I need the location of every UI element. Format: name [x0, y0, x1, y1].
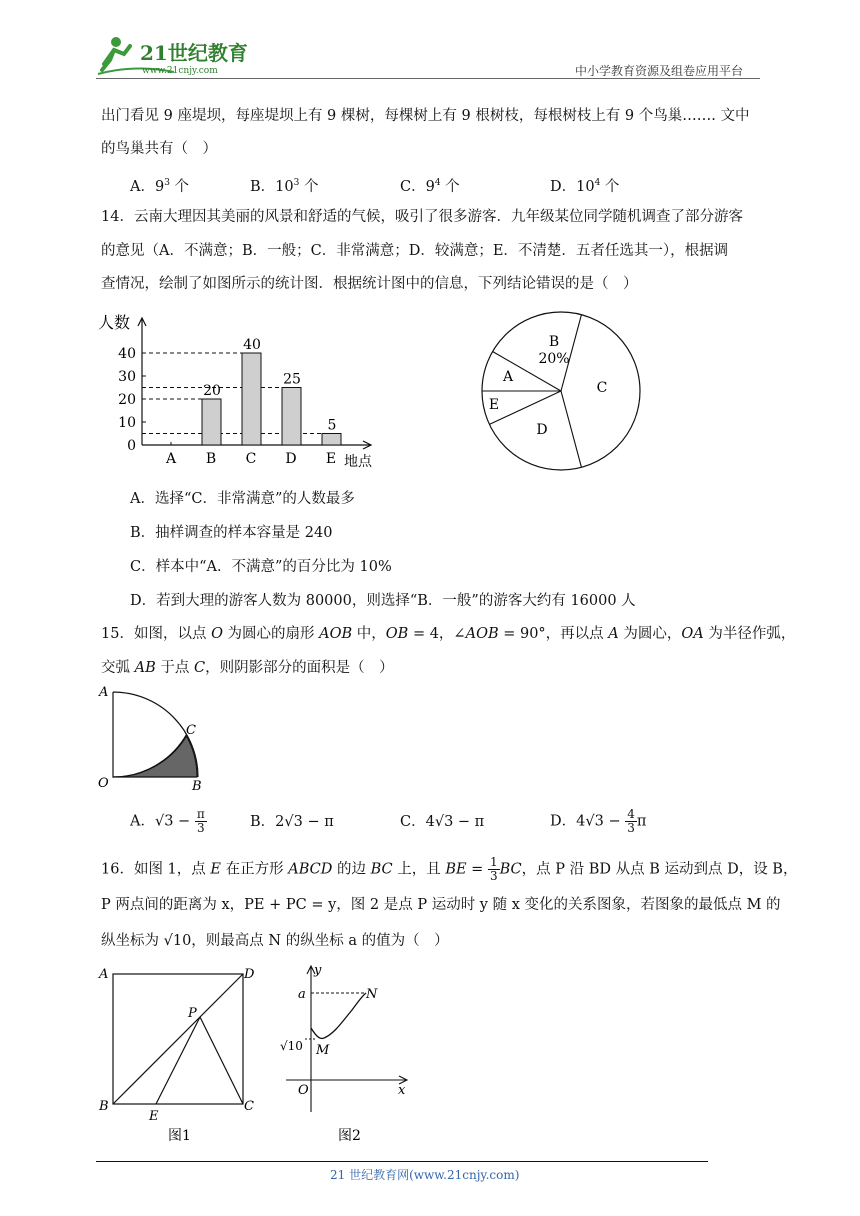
q14-option-c: C．样本中“A．不满意”的百分比为 10% — [130, 559, 392, 575]
x-tick-label: A — [165, 451, 177, 467]
bar-chart-xlabel: 地点 — [344, 454, 372, 470]
bar-data-label: 20 — [203, 383, 221, 399]
q16-line1: 16．如图 1，点 E 在正方形 ABCD 的边 BC 上，且 BE = $\frac{1}{3}$ BC，点 P 沿 BD 从点 B 运动到点 D，设 B， — [101, 855, 798, 883]
q14-option-b: B．抽样调查的样本容量是 240 — [130, 525, 333, 541]
q15-option-a: A．√3 − $\frac{\pi}{3}$ — [130, 807, 205, 835]
logo-text: 21世纪教育 — [140, 41, 248, 65]
pie-label-e: E — [488, 397, 500, 413]
x-tick-label: E — [325, 451, 337, 467]
bar-e — [322, 434, 341, 446]
q13-option-b: B．$10^3$ 个 — [250, 178, 319, 195]
label-p: P — [188, 1006, 197, 1021]
q15-option-d: D．4√3 − $\frac{4}{3}$ π — [550, 807, 647, 835]
q15-option-c: C．4√3 − π — [400, 814, 485, 830]
label-y: y — [314, 963, 322, 978]
x-tick-label: C — [245, 451, 257, 467]
q14-line3: 查情况，绘制了如图所示的统计图．根据统计图中的信息，下列结论错误的是（ ） — [101, 276, 638, 292]
label-o: O — [98, 776, 109, 791]
label-o: O — [298, 1083, 309, 1098]
label-d: D — [244, 967, 255, 982]
q13-option-c: C．$9^4$ 个 — [400, 178, 460, 195]
label-sqrt10: √10 — [280, 1039, 303, 1053]
x-tick-label: D — [285, 451, 297, 467]
q15-sector-figure — [96, 684, 216, 794]
bar-data-label: 5 — [327, 417, 337, 434]
label-b: B — [99, 1099, 109, 1114]
label-a-value: a — [298, 987, 306, 1002]
label-x: x — [398, 1083, 406, 1098]
header-logo — [96, 34, 256, 76]
footer-rule — [96, 1161, 708, 1162]
bar-chart — [96, 308, 396, 473]
pie-chart — [478, 308, 644, 474]
label-m: M — [316, 1043, 330, 1058]
label-c: C — [186, 723, 196, 738]
q15-option-b: B．2√3 − π — [250, 814, 334, 830]
q14-line2: 的意见（A．不满意；B．一般；C．非常满意；D．较满意；E．不清楚．五者任选其一），根据调 — [101, 243, 729, 259]
x-tick-label: B — [205, 451, 217, 467]
label-a: A — [99, 685, 109, 700]
footer-text: 21 世纪教育网(www.21cnjy.com) — [330, 1168, 520, 1182]
label-e: E — [149, 1109, 159, 1124]
q15-line1: 15．如图，以点 O 为圆心的扇形 AOB 中，OB = 4，∠AOB = 90°，再以点 A 为圆心，OA 为半径作弧， — [101, 626, 796, 642]
diagonal-bd — [113, 974, 243, 1104]
header-platform-text: 中小学教育资源及组卷应用平台 — [575, 64, 744, 78]
bar-c — [242, 353, 261, 445]
bar-chart-ylabel: 人数 — [98, 313, 131, 332]
y-tick-label: 0 — [127, 438, 136, 454]
bar-b — [202, 399, 221, 445]
label-b: B — [192, 779, 202, 794]
y-tick-label: 30 — [118, 369, 136, 385]
pie-label-c: C — [596, 380, 608, 396]
caption-figure-2: 图2 — [338, 1128, 361, 1144]
q14-line1: 14．云南大理因其美丽的风景和舒适的气候，吸引了很多游客．九年级某位同学随机调查了部分游客 — [101, 209, 743, 225]
bar-d — [282, 388, 301, 446]
header-rule — [96, 78, 760, 79]
q14-option-d: D．若到大理的游客人数为 80000，则选择“B．一般”的游客大约有 16000 人 — [130, 593, 636, 609]
q16-figure-1 — [96, 962, 266, 1152]
segment-pc — [200, 1017, 243, 1104]
pie-label-a: A — [502, 369, 514, 385]
pie-label-d: D — [536, 422, 548, 438]
label-c: C — [244, 1099, 254, 1114]
bar-data-label: 25 — [283, 371, 301, 388]
pie-label-b: B — [548, 334, 560, 350]
q14-option-a: A．选择“C．非常满意”的人数最多 — [130, 491, 355, 507]
pie-value-label: 20% — [538, 351, 570, 367]
q15-line2: 交弧 AB 于点 C，则阴影部分的面积是（ ） — [101, 660, 394, 676]
bar-data-label: 40 — [243, 337, 261, 353]
q16-line3: 纵坐标为 √10，则最高点 N 的纵坐标 a 的值为（ ） — [101, 933, 449, 949]
logo-url: www.21cnjy.com — [142, 66, 218, 76]
q13-line1: 出门看见 9 座堤坝，每座堤坝上有 9 棵树，每棵树上有 9 根树枝，每根树枝上有 9 个鸟巢……. 文中 — [101, 108, 750, 124]
segment-pe — [156, 1017, 200, 1104]
label-a: A — [99, 967, 109, 982]
label-n: N — [366, 987, 378, 1002]
q13-option-a: A．$9^3$ 个 — [130, 178, 190, 195]
y-tick-label: 10 — [118, 415, 136, 431]
y-tick-label: 20 — [118, 392, 136, 408]
caption-figure-1: 图1 — [168, 1128, 191, 1144]
q13-option-d: D．$10^4$ 个 — [550, 178, 620, 195]
q13-line2: 的鸟巢共有（ ） — [101, 141, 217, 157]
curve-y — [311, 993, 366, 1039]
q16-figure-2 — [276, 962, 416, 1152]
q16-line2: P 两点间的距离为 x，PE + PC = y，图 2 是点 P 运动时 y 随 x 变化的关系图象，若图象的最低点 M 的 — [101, 897, 781, 913]
shaded-region — [113, 736, 197, 777]
y-tick-label: 40 — [118, 346, 136, 362]
logo-runner-icon — [96, 34, 256, 76]
